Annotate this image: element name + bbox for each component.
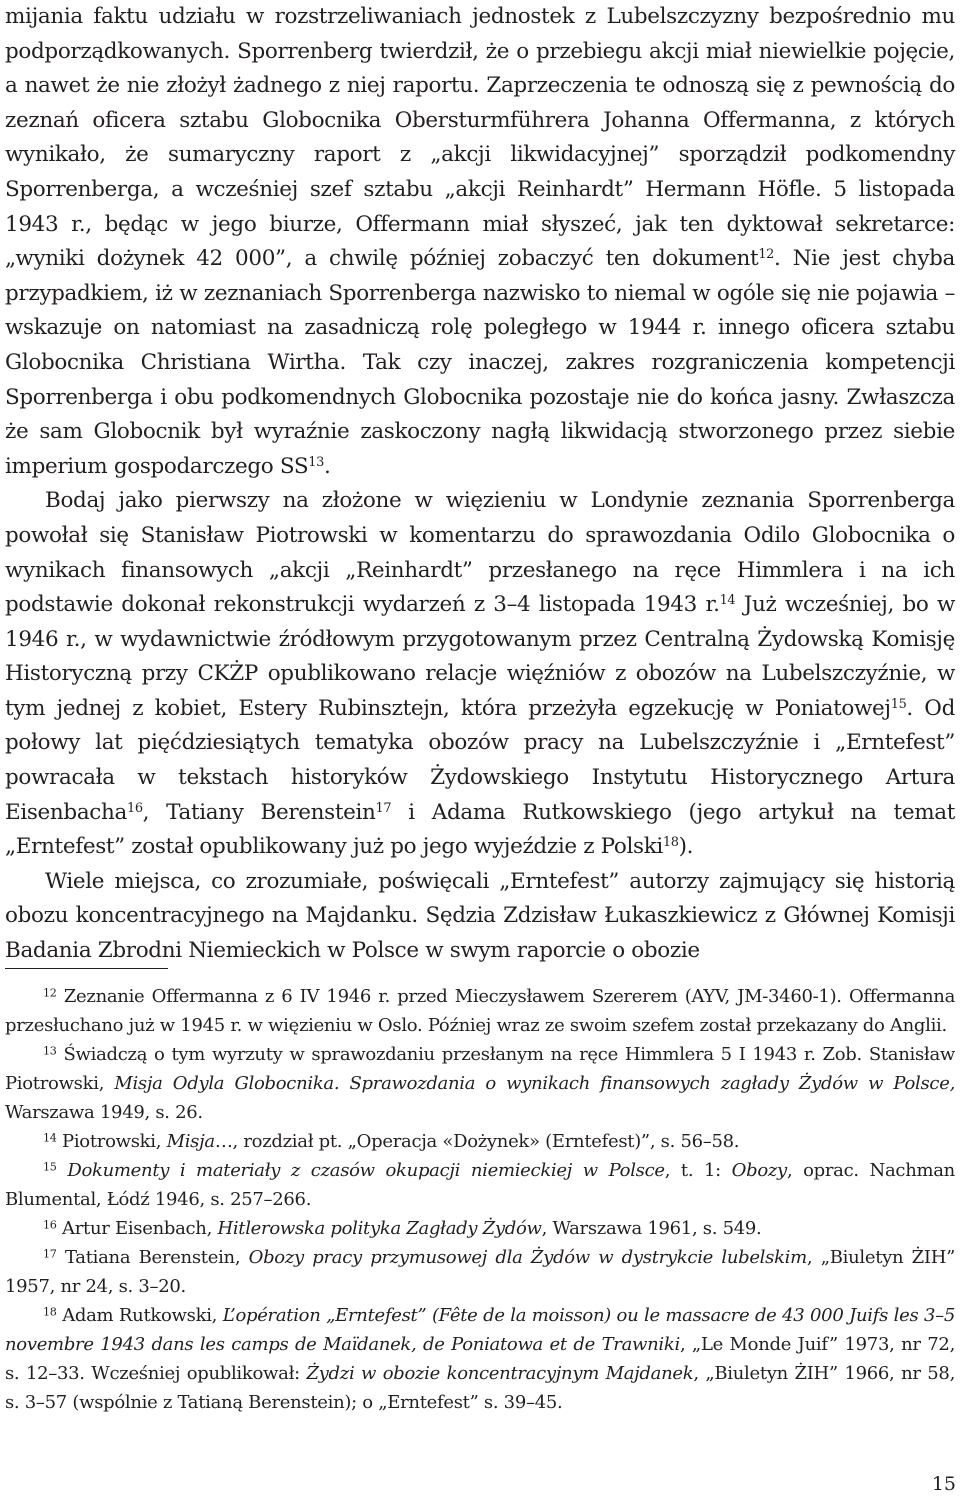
footnote-14 bbox=[5, 1127, 955, 1156]
footnote-number: 13 bbox=[43, 1044, 57, 1058]
footnote-number: 14 bbox=[43, 1131, 57, 1145]
footnote-ref-15[interactable]: 15 bbox=[890, 696, 907, 712]
italic-title: Hitlerowska polityka Zagłady Żydów bbox=[217, 1218, 542, 1239]
italic-title: Obozy pracy przymusowej dla Żydów w dystrykcie lubelskim bbox=[248, 1247, 807, 1268]
text-run: Tatiana Berenstein, bbox=[56, 1247, 249, 1268]
text-run: Artur Eisenbach, bbox=[56, 1218, 218, 1239]
text-run: , „Biuletyn ŻIH” 1957, nr 24, s. 3–20. bbox=[5, 1247, 955, 1297]
text-run: Wiele miejsca, co zrozumiałe, poświęcali „Erntefest” autorzy zajmujący się historią obozu koncentracyjnego na Majdanku. Sędzia Zdzisław Łukaszkiewicz z Głównej Komisji Badania Zbrodni Niemieckich w Polsce w swym raporcie o obozie bbox=[5, 868, 955, 964]
footnote-ref-12[interactable]: 12 bbox=[758, 247, 775, 263]
text-run: , Tatiany Berenstein bbox=[142, 799, 376, 825]
footnote-number: 16 bbox=[43, 1218, 57, 1232]
footnote-ref-13[interactable]: 13 bbox=[308, 454, 324, 470]
footnotes bbox=[5, 982, 955, 1417]
footnote-15 bbox=[5, 1156, 955, 1214]
footnote-17 bbox=[5, 1243, 955, 1301]
footnote-number: 18 bbox=[43, 1305, 57, 1319]
footnote-ref-14[interactable]: 14 bbox=[719, 593, 736, 608]
text-run: . bbox=[323, 453, 331, 479]
text-run: , Warszawa 1961, s. 549. bbox=[541, 1218, 762, 1239]
footnote-16 bbox=[5, 1214, 955, 1243]
footnote-13 bbox=[5, 1040, 955, 1127]
text-run: mijania faktu udziału w rozstrzeliwaniach jednostek z Lubelszczyzny bezpośrednio mu podporządkowanych. Sporrenberg twierdził, że o przebiegu akcji miał niewielkie pojęcie, a nawet że nie złożył żadnego z niej raportu. Zaprzeczenia te odnoszą się z pewnością do zeznań oficera sztabu Globocnika Obersturmführera Johanna Offermanna, z których wynikało, że sumaryczny raport z „akcji likwidacyjnej” sporządził podkomendny Sporrenberga, a wcześniej szef sztabu „akcji Reinhardt” Hermann Höfle. 5 listopada 1943 r., będąc w jego biurze, Offermann miał słyszeć, jak ten dyktował sekretarce: „wyniki dożynek 42 000”, a chwilę później zobaczyć ten dokument bbox=[5, 4, 955, 272]
italic-title: Misja bbox=[166, 1131, 215, 1152]
page-number: 15 bbox=[931, 1473, 956, 1495]
italic-title: Żydzi w obozie koncentracyjnym Majdanek bbox=[306, 1363, 694, 1384]
text-run: Już wcześniej, bo w 1946 r., w wydawnictwie źródłowym przygotowanym przez Centralną Żydowską Komisję Historyczną przy CKŻP opublikowano relacje więźniów z obozów na Lubelszczyźnie, w tym jednej z kobiet, Estery Rubinsztejn, która przeżyła egzekucję w Poniatowej bbox=[5, 592, 955, 721]
footnote-ref-17[interactable]: 17 bbox=[375, 800, 392, 816]
footnote-number: 17 bbox=[43, 1247, 57, 1261]
italic-title: Obozy bbox=[731, 1160, 787, 1181]
italic-title: L’opération „Erntefest” (Fête de la moisson) ou le massacre de 43 000 Juifs les 3–5 novembre 1943 dans les camps de Maïdanek, de Poniatowa et de Trawniki bbox=[5, 1305, 955, 1355]
italic-title: Misja Odyla Globocnika. Sprawozdania o wynikach finansowych zagłady Żydów w Polsce, bbox=[114, 1073, 955, 1094]
body-paragraph-1 bbox=[5, 0, 955, 484]
text-run: Zeznanie Offermanna z 6 IV 1946 r. przed Mieczysławem Szererem (AYV, JM-3460-1). Offermanna przesłuchano już w 1945 r. w więzieniu w Oslo. Później wraz ze swoim szefem został przekazany do Anglii. bbox=[5, 986, 955, 1036]
footnote-12 bbox=[5, 982, 955, 1040]
text-run: , „Biuletyn ŻIH” 1966, nr 58, s. 3–57 (wspólnie z Tatianą Berenstein); o „Erntefest” s. 39–45. bbox=[5, 1363, 955, 1413]
text-run: Bodaj jako pierwszy na złożone w więzieniu w Londynie zeznania Sporrenberga powołał się Stanisław Piotrowski w komentarzu do sprawozdania Odilo Globocnika o wynikach finansowych „akcji „Reinhardt” przesłanego na ręce Himmlera i na ich podstawie dokonał rekonstrukcji wydarzeń z 3–4 listopada 1943 r. bbox=[5, 488, 955, 618]
text-run: . Nie jest chyba przypadkiem, iż w zeznaniach Sporrenberga nazwisko to niemal w ogóle się nie pojawia – wskazuje on natomiast na zasadniczą rolę poległego w 1944 r. innego oficera sztabu Globocnika Christiana Wirtha. Tak czy inaczej, zakres rozgraniczenia kompetencji Sporrenberga i obu podkomendnych Globocnika pozostaje nie do końca jasny. Zwłaszcza że sam Globocnik był wyraźnie zaskoczony nagłą likwidacją stworzonego przez siebie imperium gospodarczego SS bbox=[5, 246, 955, 479]
footnote-number: 15 bbox=[43, 1160, 57, 1174]
footnote-18 bbox=[5, 1301, 955, 1417]
footnote-ref-16[interactable]: 16 bbox=[126, 800, 143, 816]
body-paragraph-2 bbox=[5, 484, 955, 865]
main-text bbox=[5, 0, 955, 969]
text-run: ). bbox=[678, 834, 694, 860]
text-run: , „Le Monde Juif” 1973, nr 72, s. 12–33. Wcześniej opublikował: bbox=[5, 1334, 955, 1384]
footnote-ref-18[interactable]: 18 bbox=[662, 835, 679, 851]
footnote-separator bbox=[5, 968, 168, 969]
text-run: Świadczą o tym wyrzuty w sprawozdaniu przesłanym na ręce Himmlera 5 I 1943 r. Zob. Stanisław Piotrowski, bbox=[5, 1044, 955, 1094]
body-paragraph-3 bbox=[5, 865, 955, 969]
text-run: Warszawa 1949, s. 26. bbox=[5, 1102, 203, 1123]
text-run: . Od połowy lat pięćdziesiątych tematyka obozów pracy na Lubelszczyźnie i „Erntefest” powracała w tekstach historyków Żydowskiego Instytutu Historycznego Artura Eisenbacha bbox=[5, 695, 955, 825]
footnote-number: 12 bbox=[43, 986, 57, 1000]
text-run: Piotrowski, bbox=[56, 1131, 167, 1152]
text-run: i Adama Rutkowskiego (jego artykuł na temat „Erntefest” został opublikowany już po jego wyjeździe z Polski bbox=[5, 799, 956, 860]
text-run: , oprac. Nachman Blumental, Łódź 1946, s. 257–266. bbox=[5, 1160, 955, 1210]
text-run: , t. 1: bbox=[664, 1160, 732, 1181]
italic-title: Dokumenty i materiały z czasów okupacji niemieckiej w Polsce bbox=[56, 1160, 665, 1181]
text-run: Adam Rutkowski, bbox=[56, 1305, 223, 1326]
text-run: …, rozdział pt. „Operacja «Dożynek» (Erntefest)”, s. 56–58. bbox=[214, 1131, 740, 1152]
